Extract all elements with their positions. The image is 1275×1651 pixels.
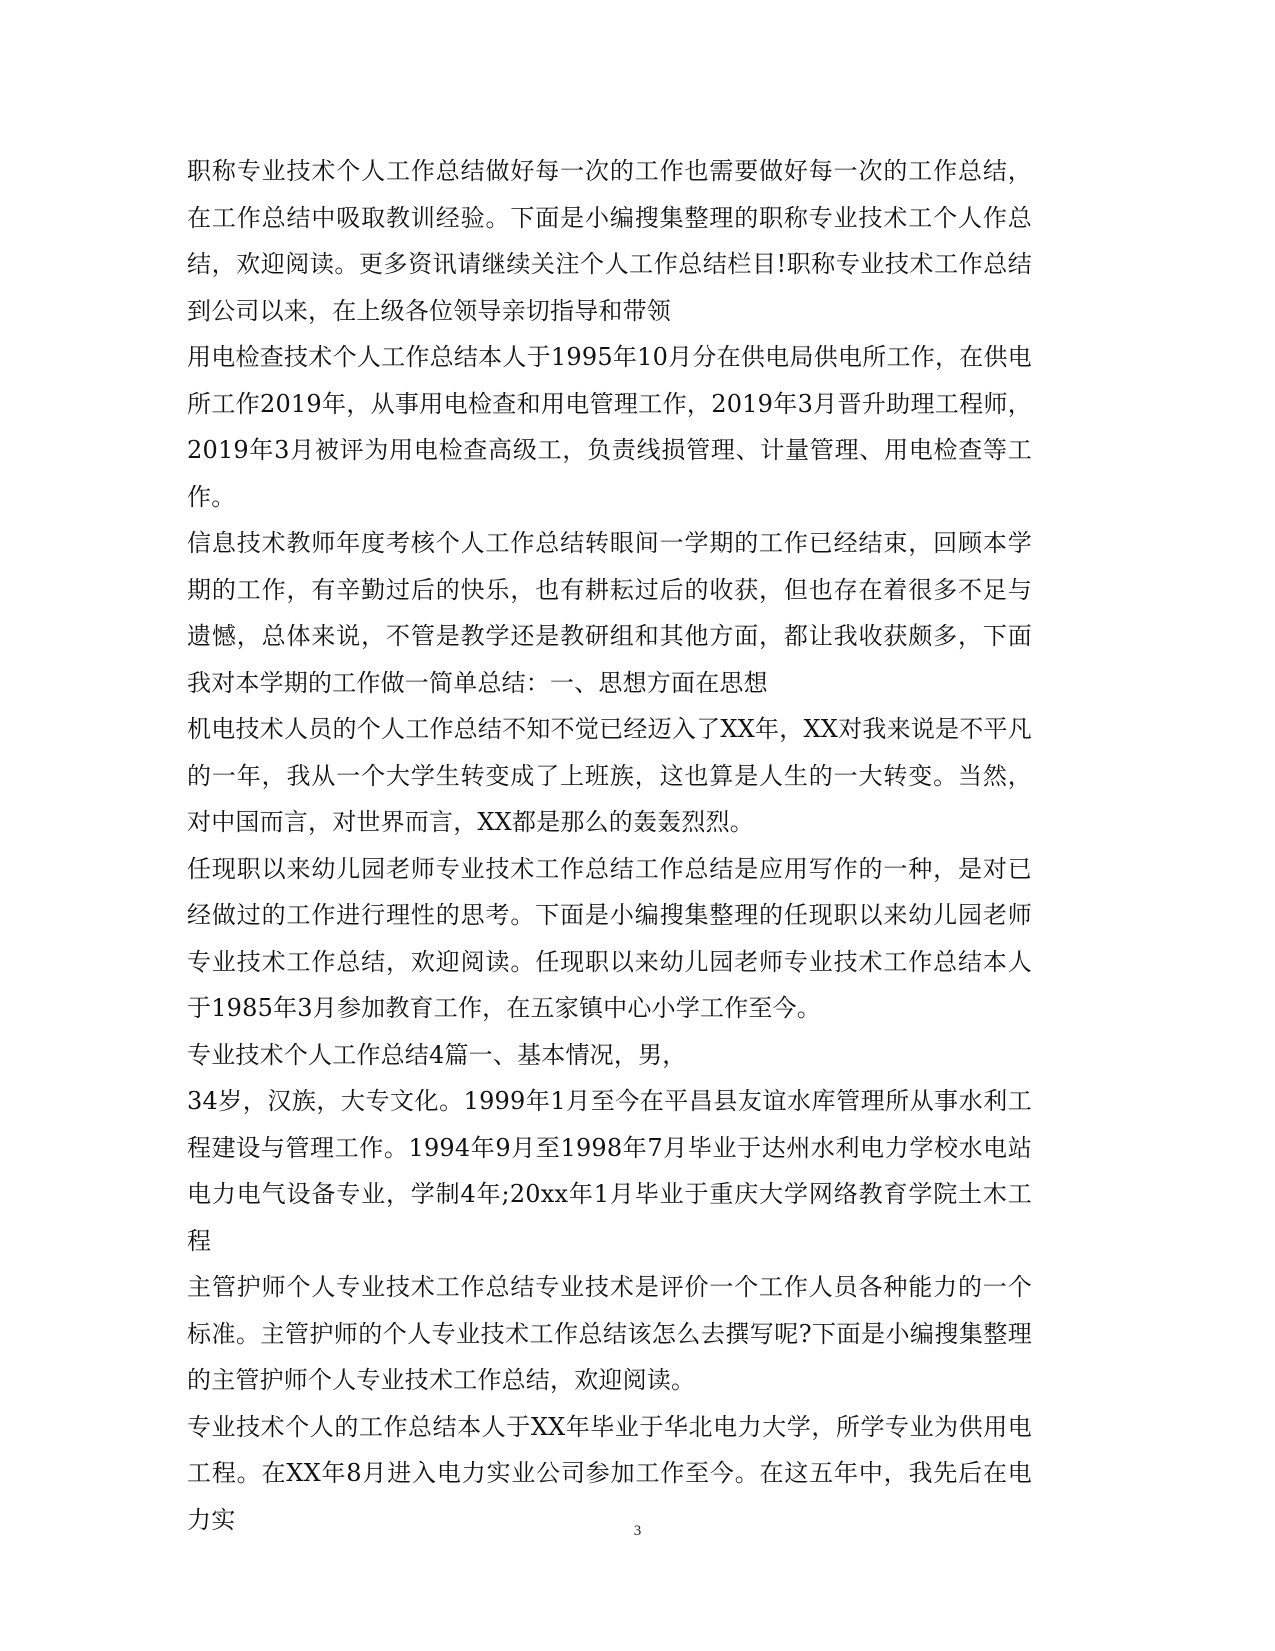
paragraph-1: 职称专业技术个人工作总结做好每一次的工作也需要做好每一次的工作总结，在工作总结中吸取教训经验。下面是小编搜集整理的职称专业技术工个人作总结，欢迎阅读。更多资讯请继续关注个人工作总结栏目!职称专业技术工作总结到公司以来，在上级各位领导亲切指导和带领 bbox=[187, 157, 1032, 325]
paragraph-8: 主管护师个人专业技术工作总结专业技术是评价一个工作人员各种能力的一个标准。主管护师的个人专业技术工作总结该怎么去撰写呢?下面是小编搜集整理的主管护师个人专业技术工作总结，欢迎阅读。 bbox=[187, 1273, 1032, 1394]
paragraph-3: 信息技术教师年度考核个人工作总结转眼间一学期的工作已经结束，回顾本学期的工作，有辛勤过后的快乐，也有耕耘过后的收获，但也存在着很多不足与遗憾，总体来说，不管是教学还是教研组和其他方面，都让我收获颇多，下面我对本学期的工作做一简单总结：一、思想方面在思想 bbox=[187, 529, 1032, 697]
paragraph-2: 用电检查技术个人工作总结本人于1995年10月分在供电局供电所工作，在供电所工作2019年，从事用电检查和用电管理工作，2019年3月晋升助理工程师，2019年3月被评为用电检查高级工，负责线损管理、计量管理、用电检查等工作。 bbox=[187, 343, 1032, 511]
paragraph-7: 34岁，汉族，大专文化。1999年1月至今在平昌县友谊水库管理所从事水利工程建设与管理工作。1994年9月至1998年7月毕业于达州水利电力学校水电站电力电气设备专业，学制4年;20xx年1月毕业于重庆大学网络教育学院土木工程 bbox=[187, 1087, 1032, 1255]
paragraph-5: 任现职以来幼儿园老师专业技术工作总结工作总结是应用写作的一种，是对已经做过的工作进行理性的思考。下面是小编搜集整理的任现职以来幼儿园老师专业技术工作总结，欢迎阅读。任现职以来幼儿园老师专业技术工作总结本人于1985年3月参加教育工作，在五家镇中心小学工作至今。 bbox=[187, 854, 1032, 1022]
paragraph-4: 机电技术人员的个人工作总结不知不觉已经迈入了XX年，XX对我来说是不平凡的一年，我从一个大学生转变成了上班族，这也算是人生的一大转变。当然，对中国而言，对世界而言，XX都是那么的轰轰烈烈。 bbox=[187, 715, 1032, 836]
document-body bbox=[187, 148, 1032, 1543]
page-number: 3 bbox=[633, 1523, 642, 1539]
paragraph-6: 专业技术个人工作总结4篇一、基本情况，男， bbox=[187, 1040, 687, 1069]
paragraph-9: 专业技术个人的工作总结本人于XX年毕业于华北电力大学，所学专业为供用电工程。在XX年8月进入电力实业公司参加工作至今。在这五年中，我先后在电力实 bbox=[187, 1412, 1032, 1534]
